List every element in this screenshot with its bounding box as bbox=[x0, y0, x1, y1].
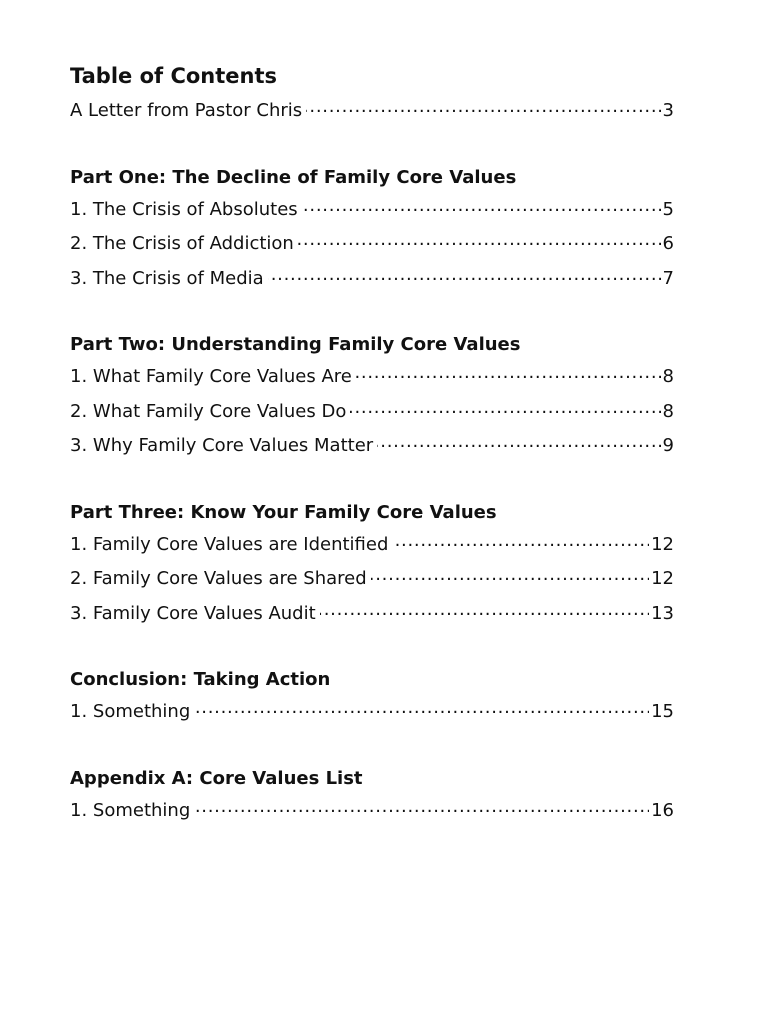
toc-section-part-two bbox=[70, 330, 674, 464]
toc-entry-page: 12 bbox=[651, 568, 674, 589]
toc-section-part-three bbox=[70, 498, 674, 632]
toc-entry[interactable] bbox=[70, 597, 674, 632]
dot-leader bbox=[377, 433, 660, 451]
toc-entry-label: 3. Why Family Core Values Matter bbox=[70, 435, 374, 456]
toc-entry[interactable] bbox=[70, 262, 674, 297]
toc-entry[interactable] bbox=[70, 193, 674, 228]
toc-entry-label: 1. Something bbox=[70, 701, 191, 722]
toc-section-part-one bbox=[70, 163, 674, 297]
toc-section-appendix-a bbox=[70, 764, 674, 829]
dot-leader bbox=[306, 98, 660, 116]
section-heading: Part Two: Understanding Family Core Values bbox=[70, 334, 521, 355]
dot-leader bbox=[194, 798, 649, 816]
toc-entry-page: 6 bbox=[662, 233, 674, 254]
section-heading: Conclusion: Taking Action bbox=[70, 669, 331, 690]
toc-title: Table of Contents bbox=[70, 64, 278, 88]
toc-entry[interactable] bbox=[70, 360, 674, 395]
toc-entry-label: 1. Something bbox=[70, 799, 191, 821]
toc-entry-label: A Letter from Pastor Chris bbox=[70, 100, 303, 121]
toc-entry-label: 1. What Family Core Values Are bbox=[70, 366, 352, 387]
toc-entry-label: 2. Family Core Values are Shared bbox=[70, 568, 367, 589]
toc-entry[interactable] bbox=[70, 695, 674, 730]
toc-entry-label: 2. What Family Core Values Do bbox=[70, 400, 347, 422]
toc-entry-page: 12 bbox=[651, 533, 674, 555]
dot-leader bbox=[194, 699, 649, 717]
toc-entry[interactable] bbox=[70, 528, 674, 563]
dot-leader bbox=[371, 566, 649, 584]
toc-entry-page: 7 bbox=[662, 267, 674, 289]
toc-entry[interactable] bbox=[70, 395, 674, 430]
toc-entry-label: 3. Family Core Values Audit bbox=[70, 602, 316, 624]
toc-entry-label: 1. Family Core Values are Identified bbox=[70, 533, 389, 555]
dot-leader bbox=[392, 532, 649, 550]
toc-entry-label: 3. The Crisis of Media bbox=[70, 267, 264, 289]
toc-entry-page: 3 bbox=[662, 100, 674, 121]
dot-leader bbox=[356, 364, 661, 382]
dot-leader bbox=[350, 399, 660, 417]
toc-entry-page: 8 bbox=[662, 400, 674, 422]
toc-entry[interactable] bbox=[70, 227, 674, 262]
dot-leader bbox=[298, 231, 661, 249]
section-heading: Part Three: Know Your Family Core Values bbox=[70, 501, 497, 523]
toc-section-conclusion bbox=[70, 665, 674, 730]
table-of-contents bbox=[70, 60, 674, 828]
toc-entry-label: 1. The Crisis of Absolutes bbox=[70, 198, 298, 220]
dot-leader bbox=[268, 266, 661, 284]
toc-entry-label: 2. The Crisis of Addiction bbox=[70, 233, 294, 254]
section-heading: Appendix A: Core Values List bbox=[70, 767, 363, 789]
toc-entry[interactable] bbox=[70, 794, 674, 829]
section-heading: Part One: The Decline of Family Core Values bbox=[70, 166, 517, 188]
toc-entry-page: 13 bbox=[651, 602, 674, 624]
toc-entry-intro[interactable] bbox=[70, 94, 674, 129]
dot-leader bbox=[320, 601, 649, 619]
toc-entry-page: 9 bbox=[662, 435, 674, 456]
toc-entry-page: 5 bbox=[662, 198, 674, 220]
toc-entry[interactable] bbox=[70, 429, 674, 464]
toc-entry[interactable] bbox=[70, 562, 674, 597]
toc-entry-page: 16 bbox=[651, 799, 674, 821]
dot-leader bbox=[302, 197, 661, 215]
toc-entry-page: 8 bbox=[662, 366, 674, 387]
toc-entry-page: 15 bbox=[651, 701, 674, 722]
